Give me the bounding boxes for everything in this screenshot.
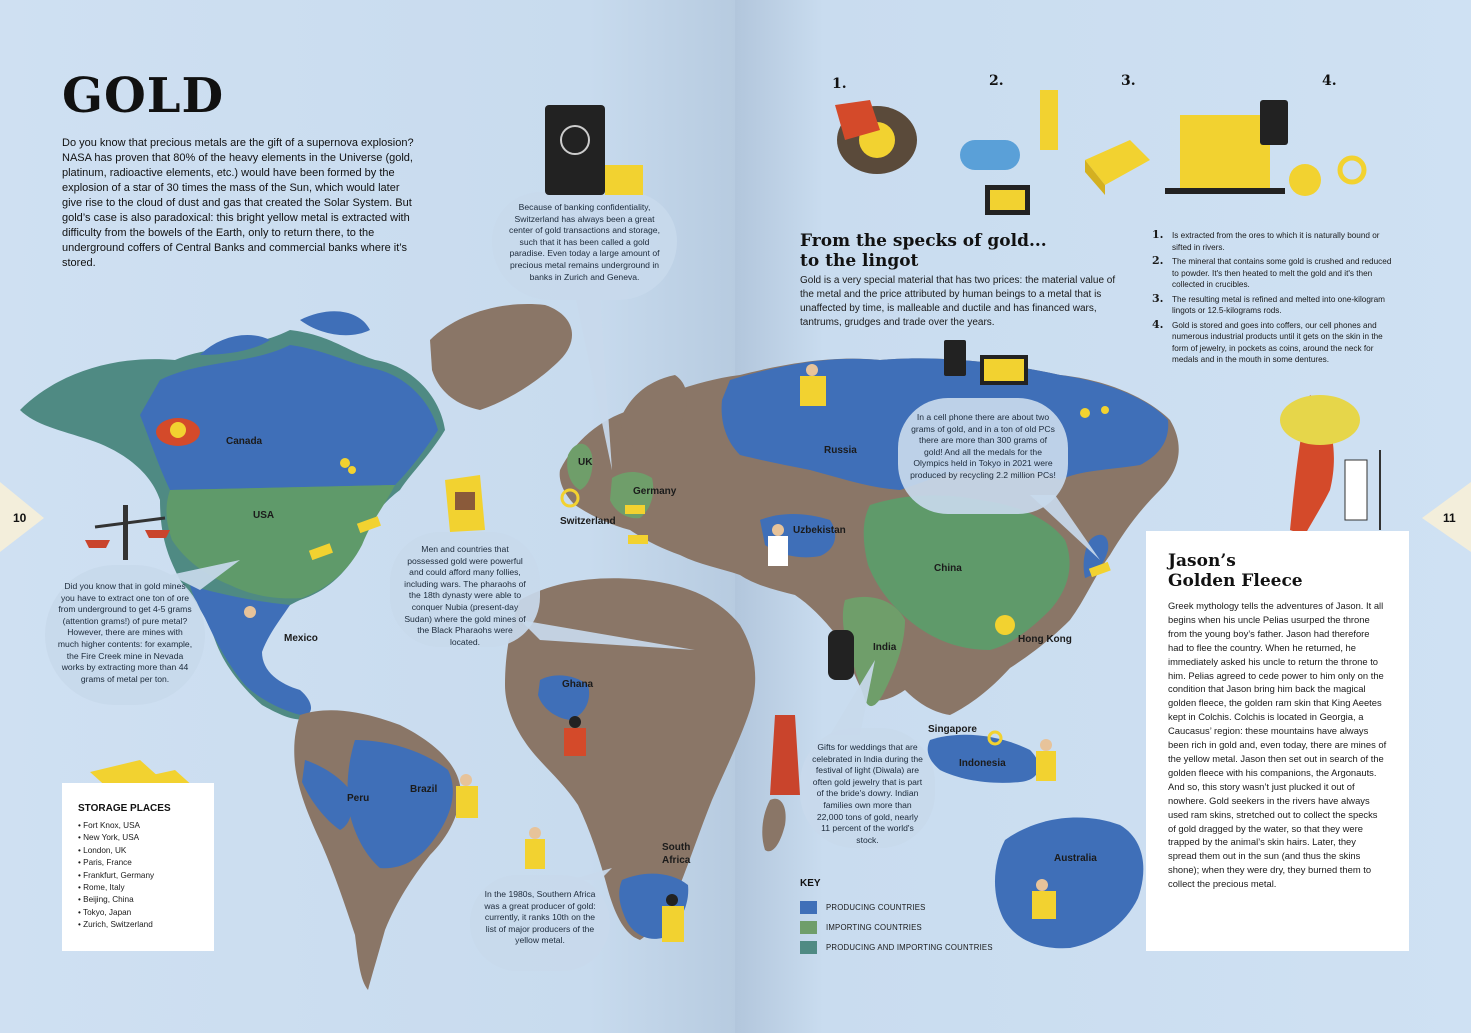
storage-item: • Paris, France [78,858,132,868]
page-title: GOLD [62,68,225,124]
phones-bubble: In a cell phone there are about two grams of gold, and in a ton of old PCs there are more than 300 grams of gold! And all the medals for the Olympics held in Tokyo in 2021 were produced by recycling 2.2 million PCs! [898,398,1068,514]
label-uk: UK [578,457,593,468]
label-canada: Canada [226,436,263,447]
key-row-importing: IMPORTING COUNTRIES [800,917,993,937]
step-label-2: 2. [989,73,1004,89]
switzerland-bubble: Because of banking confidentiality, Switzerland has always been a great center of gold transactions and storage, such that it has been called a gold paradise. Even today a large amount of precious metal remains underground in banks in Zurich and Geneva. [492,192,677,300]
page-number-right: 11 [1443,511,1456,525]
step-label-4: 4. [1322,73,1337,89]
specks-body: Gold is a very special material that has two prices: the material value of the metal and the price attributed by human beings to a metal that is unaffected by time, is malleable and ductile and has financed wars, tantrums, grudges and trade over the years. [800,275,1116,328]
storage-item: • Beijing, China [78,895,134,905]
label-south-africa-line1: South [662,842,691,853]
storage-item: • Rome, Italy [78,883,125,893]
label-south-africa-line2: Africa [662,855,691,866]
step-label-1: 1. [832,76,847,92]
storage-title: STORAGE PLACES [78,803,171,814]
storage-list [78,820,200,932]
label-singapore: Singapore [928,724,977,735]
label-brazil: Brazil [410,784,438,795]
south-africa-bubble: In the 1980s, Southern Africa was a great producer of gold: currently, it ranks 10th on the list of major producers of the yellow metal. [470,875,610,971]
label-switzerland: Switzerland [560,516,616,527]
key-swatch-both [800,941,817,954]
jason-body: Greek mythology tells the adventures of Jason. It all begins when his uncle Pelias usurped the throne from the young boy’s father. Jason had therefore had to flee the country. When he returned, he immediately asked his uncle to return the throne to him. Pelias agreed to cede power to him only on the condition that Jason bring him back the magical golden fleece, the golden ram skin that King Aeetes kept in Colchis. Colchis is located in Georgia, a Caucasus’ region: these mountains have always been rich in gold and, even today, there are mines of the yellow metal. Jason then set out in search of the golden fleece with his companions, the Argonauts. And so, this story wasn’t just plucked it out of nowhere. Gold seekers in the rivers have always used ram skins, stretched out to collect the specks of gold dragged by the water, so that they were trapped by the animal’s skin hairs. Later, they spread them out in the sun (and thus the skins shone); when they were dry, they burned them to collect the precious metal. [1168,600,1387,890]
pan-icon [156,418,200,446]
label-indonesia: Indonesia [959,758,1006,769]
step-item: 1. Is extracted from the ores to which it is naturally bound or sifted in rivers. [1152,228,1380,252]
storage-item: • New York, USA [78,833,140,843]
storage-places-box [62,783,214,951]
pharaoh-icon [445,475,485,532]
scale-icon [85,505,170,560]
label-china: China [934,563,962,574]
jason-title: Jason’s Golden Fleece [1168,551,1303,591]
india-bubble: Gifts for weddings that are celebrated in India during the festival of light (Diwala) are often gold jewelry that is part of the bride's dowry. Indian families own more than 22,000 tons of gold, nearly 11 percent of the world's stock. [800,728,935,848]
key-row-both: PRODUCING AND IMPORTING COUNTRIES [800,937,993,957]
safe-icon [545,105,643,195]
label-russia: Russia [824,445,857,456]
specks-heading-2: to the lingot [800,251,919,271]
label-hong-kong: Hong Kong [1018,634,1072,645]
label-peru: Peru [347,793,370,804]
step-item: 3. The resulting metal is refined and melted into one-kilogram lingots or 12.5-kilograms rods. [1152,291,1385,315]
label-usa: USA [253,510,275,521]
storage-item: • Zurich, Switzerland [78,920,153,930]
storage-item: • Fort Knox, USA [78,821,141,830]
step-label-3: 3. [1121,73,1136,89]
step-item: 4. Gold is stored and goes into coffers, our cell phones and numerous industrial products until it gets on the skin in the form of jewelry, in pockets as coins, around the neck for medals and in the mouth in some dentures. [1152,317,1383,364]
label-uzbekistan: Uzbekistan [793,525,846,536]
storage-item: • Tokyo, Japan [78,907,132,917]
storage-item: • London, UK [78,845,127,855]
mining-steps-illustrations [835,90,1364,215]
laptop-icon [944,340,1028,385]
label-ghana: Ghana [562,679,594,690]
jason-box [1146,531,1409,951]
key-title: KEY [800,878,821,889]
mines-bubble: Did you know that in gold mines you have to extract one ton of ore from underground to get 4-5 grams (attention grams!) of pure metal? However, there are mines with much higher contents: for example, the Fire Creek mine in Nevada works by extracting more than 44 grams of metal per ton. [45,565,205,705]
key-swatch-producing [800,901,817,914]
miner-figures [240,364,1056,942]
page-number-left: 10 [13,511,27,525]
golden-fleece-tree-icon [1280,395,1380,535]
key-row-producing: PRODUCING COUNTRIES [800,897,993,917]
gold-nuggets-icons [309,406,1111,744]
label-australia: Australia [1054,853,1097,864]
label-india: India [873,642,897,653]
intro-paragraph: Do you know that precious metals are the gift of a supernova explosion? NASA has proven that 80% of the heavy elements in the Universe (gold, platinum, radioactive elements, etc.) would have been formed by the explosion of a star of 30 times the mass of the Sun, which would later give rise to the cloud of dust and gas that created the Solar System. But gold’s case is also paradoxical: this bright yellow metal is extracted with difficulty from the bowels of the Earth, only to return there, to the underground coffers of Central Banks and commercial banks where it’s stored. [62,137,414,269]
step-item: 2. The mineral that contains some gold is crushed and reduced to powder. It's then heated to melt the gold and it's then collected in crucibles. [1152,254,1392,289]
label-germany: Germany [633,486,677,497]
label-mexico: Mexico [284,633,318,644]
egypt-bubble: Men and countries that possessed gold were powerful and could afford many follies, including wars. The pharaohs of the 18th dynasty were able to conquer Nubia (present-day Sudan) where the gold mines of the Black Pharaohs were located. [390,532,540,647]
specks-heading-1: From the specks of gold... [800,231,1047,251]
steps-list [1152,230,1392,369]
key-swatch-importing [800,921,817,934]
map-key [800,878,993,957]
storage-item: • Frankfurt, Germany [78,870,155,880]
